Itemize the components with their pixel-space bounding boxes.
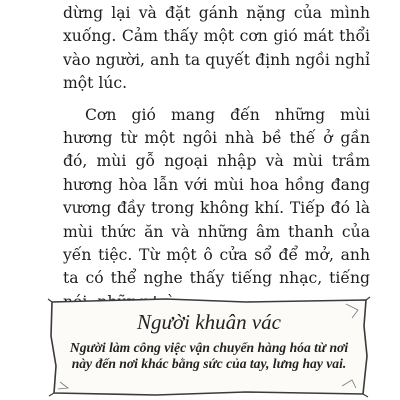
glossary-box [46,296,372,398]
story-text [63,2,370,314]
paragraph-2: Cơn gió mang đến những mùi hương từ một ngôi nhà bề thế ở gần đó, mùi gỗ ngoại nhập và mùi trầm hương hòa lẫn với mùi hoa hồng đang vương đầy trong không khí. Tiếp đó là mùi thức ăn và những âm thanh của yến tiệc. Từ một ô cửa sổ để mở, anh ta có thể nghe thấy tiếng nhạc, tiếng [63,105,370,288]
glossary-term: Người khuân vác [137,310,281,334]
glossary-definition: Người làm công việc vận chuyển hàng hóa từ nơi này đến nơi khác bằng sức của tay, lưng hay vai. [69,340,349,371]
paragraph-1: dừng lại và đặt gánh nặng của mình xuống. Cảm thấy một cơn gió mát thổi vào người, anh ta quyết định ngồi nghỉ một lúc. [63,4,370,93]
